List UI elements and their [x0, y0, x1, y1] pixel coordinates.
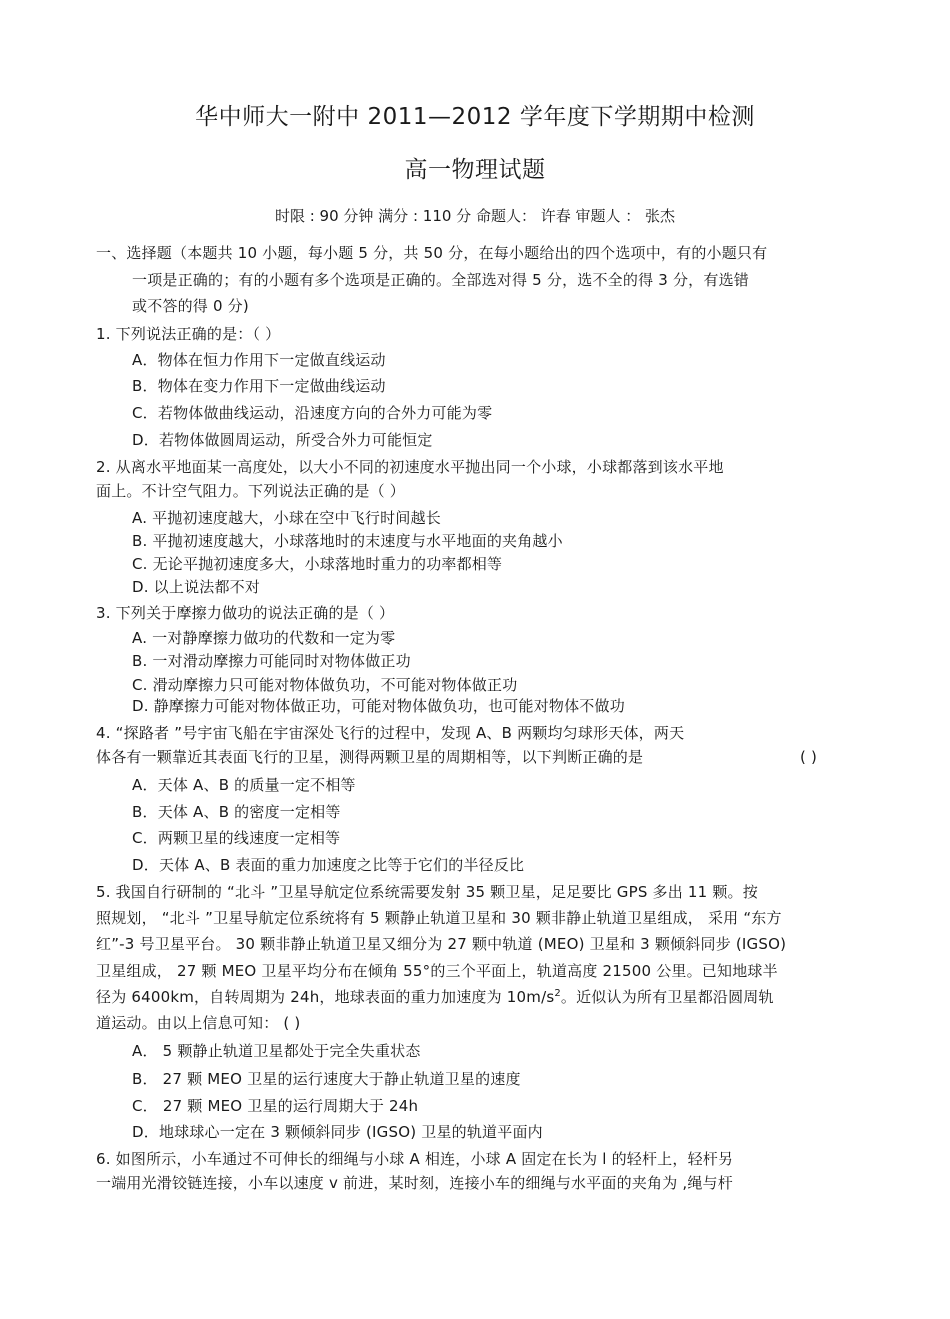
option-a: A. 一对静摩擦力做功的代数和一定为零 [132, 629, 396, 647]
section-intro-line2: 一项是正确的；有的小题有多个选项是正确的。全部选对得 5 分，选不全的得 3 分，有选错 [132, 271, 749, 289]
answer-bracket: ( ) [800, 748, 818, 766]
option-a: A． 5 颗静止轨道卫星都处于完全失重状态 [132, 1042, 421, 1060]
page-subtitle: 高一物理试题 [404, 157, 546, 183]
option-c: C．若物体做曲线运动，沿速度方向的合外力可能为零 [132, 404, 493, 422]
option-c: C．两颗卫星的线速度一定相等 [132, 829, 341, 847]
option-b: B．物体在变力作用下一定做曲线运动 [132, 377, 386, 395]
option-d: D．若物体做圆周运动，所受合外力可能恒定 [132, 431, 433, 449]
section-intro-line3: 或不答的得 0 分) [132, 297, 249, 315]
question-stem-line2: 体各有一颗靠近其表面飞行的卫星，测得两颗卫星的周期相等，以下判断正确的是 [96, 748, 644, 766]
question-text-line6: 道运动。由以上信息可知： ( ) [96, 1014, 301, 1032]
page-title: 华中师大一附中 2011—2012 学年度下学期期中检测 [195, 104, 755, 130]
question-stem-line1: 4. “探路者 ”号宇宙飞船在宇宙深处飞行的过程中，发现 A、B 两颗均匀球形天体，两天 [96, 724, 685, 742]
question-stem-line2: 面上。不计空气阻力。下列说法正确的是（ ） [96, 482, 405, 500]
option-a: A. 平抛初速度越大，小球在空中飞行时间越长 [132, 509, 441, 527]
option-c: C. 滑动摩擦力只可能对物体做负功，不可能对物体做正功 [132, 676, 518, 694]
question-stem: 1. 下列说法正确的是：（ ） [96, 325, 281, 343]
option-b: B．天体 A、B 的密度一定相等 [132, 803, 341, 821]
option-d: D．地球球心一定在 3 颗倾斜同步 (IGSO) 卫星的轨道平面内 [132, 1123, 543, 1141]
option-d: D．天体 A、B 表面的重力加速度之比等于它们的半径反比 [132, 856, 525, 874]
exam-meta: 时限 : 90 分钟 满分 : 110 分 命题人： 许春 审题人 ： 张杰 [274, 207, 676, 225]
question-text-line1: 6. 如图所示，小车通过不可伸长的细绳与小球 A 相连，小球 A 固定在长为 l 的轻杆上，轻杆另 [96, 1150, 734, 1168]
question-text-line3: 红”-3 号卫星平台。 30 颗非静止轨道卫星又细分为 27 颗中轨道 (MEO) 卫星和 3 颗倾斜同步 (IGSO) [96, 935, 787, 953]
line5-text-b: 。近似认为所有卫星都沿圆周轨 [560, 988, 774, 1006]
question-text-line2: 照规划， “北斗 ”卫星导航定位系统将有 5 颗静止轨道卫星和 30 颗非静止轨道卫星组成， 采用 “东方 [96, 909, 782, 927]
question-text-line1: 5. 我国自行研制的 “北斗 ”卫星导航定位系统需要发射 35 颗卫星，足足要比 GPS 多出 11 颗。按 [96, 883, 758, 901]
question-stem-line1: 2. 从离水平地面某一高度处，以大小不同的初速度水平抛出同一个小球，小球都落到该水平地 [96, 458, 724, 476]
option-c: C. 无论平抛初速度多大，小球落地时重力的功率都相等 [132, 555, 503, 573]
section-intro-line1: 一、选择题（本题共 10 小题，每小题 5 分，共 50 分，在每小题给出的四个选项中，有的小题只有 [96, 244, 768, 262]
option-d: D. 以上说法都不对 [132, 578, 261, 596]
question-stem: 3. 下列关于摩擦力做功的说法正确的是（ ） [96, 604, 395, 622]
line5-text-a: 径为 6400km，自转周期为 24h，地球表面的重力加速度为 10m/s [96, 988, 555, 1006]
question-text-line5 [96, 987, 774, 1007]
superscript-exponent: 2 [554, 988, 561, 999]
option-a: A．天体 A、B 的质量一定不相等 [132, 776, 356, 794]
option-b: B. 一对滑动摩擦力可能同时对物体做正功 [132, 652, 411, 670]
option-d: D. 静摩擦力可能对物体做正功，可能对物体做负功，也可能对物体不做功 [132, 697, 625, 715]
question-text-line2: 一端用光滑铰链连接，小车以速度 v 前进，某时刻，连接小车的细绳与水平面的夹角为 ,绳与杆 [96, 1174, 733, 1192]
question-text-line4: 卫星组成， 27 颗 MEO 卫星平均分布在倾角 55°的三个平面上，轨道高度 21500 公里。已知地球半 [96, 962, 778, 980]
option-c: C． 27 颗 MEO 卫星的运行周期大于 24h [132, 1097, 419, 1115]
option-a: A．物体在恒力作用下一定做直线运动 [132, 351, 386, 369]
option-b: B. 平抛初速度越大，小球落地时的末速度与水平地面的夹角越小 [132, 532, 563, 550]
option-b: B． 27 颗 MEO 卫星的运行速度大于静止轨道卫星的速度 [132, 1070, 521, 1088]
